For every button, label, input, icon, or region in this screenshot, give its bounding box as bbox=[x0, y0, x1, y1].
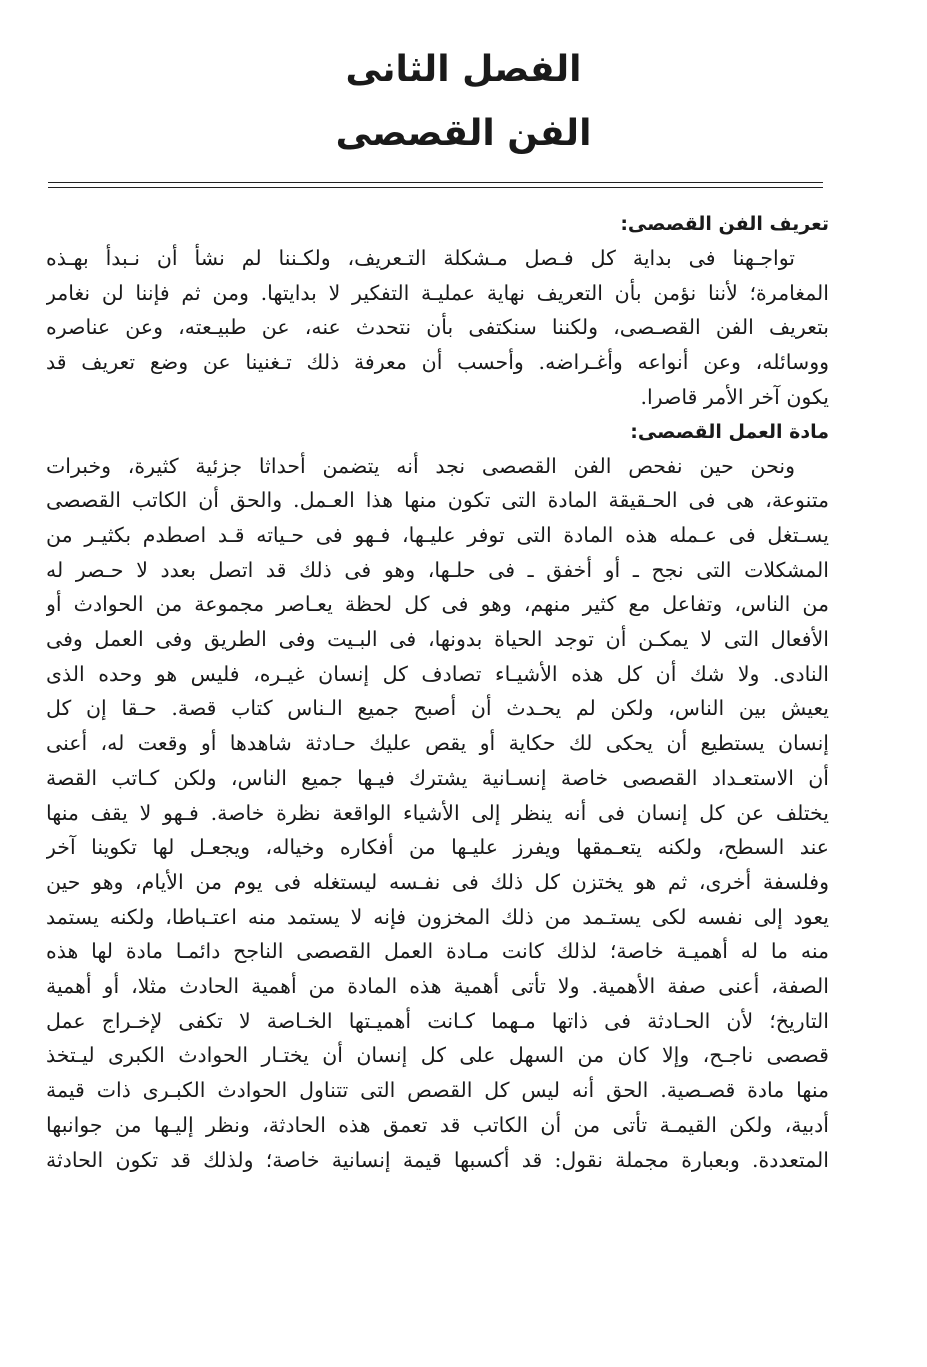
text-line: يختلف عن كل إنسان فى أنه ينظر إلى الأشياء الواقعة نظرة خاصة. فـهو لا يقف منها bbox=[46, 800, 829, 825]
header-divider-bottom bbox=[48, 187, 823, 188]
body-text bbox=[46, 207, 829, 1177]
text-line: المتعددة. وبعبارة مجملة نقول: قد أكسبها قيمة إنسانية خاصة؛ ولذلك قد تكون الحادثة bbox=[46, 1147, 829, 1172]
text-line: أدبية، ولكن القيمـة تأتى من أن الكاتب قد تعمق هذه الحادثة، ونظر إليـها من جوانبها bbox=[46, 1112, 829, 1137]
text-line: الصفة، أعنى صفة الأهمية. ولا تأتى أهمية هذه المادة من أهمية الحادث مثلا، أو أهمية bbox=[46, 974, 829, 999]
text-line: المغامرة؛ لأننا نؤمن بأن التعريف نهاية عمليـة التفكير لا بدايتها. ومن ثم فإننا لن نغامر bbox=[46, 280, 829, 305]
text-line: ونحن حين نفحص الفن القصصى نجد أنه يتضمن أحداثا جزئية كثيرة، وخبرات bbox=[46, 453, 795, 478]
text-line: النادى. ولا شك أن كل هذه الأشيـاء تصادف كل إنسان غيـره، فليس هو وحده الذى bbox=[46, 661, 829, 686]
text-line: من الناس، وتفاعل مع كثير منهم، وهو فى كل لحظة يعـاصر مجموعة من الحوادث أو bbox=[46, 592, 829, 617]
paragraph-material bbox=[46, 449, 829, 1178]
section-heading-material: مادة العمل القصصى: bbox=[630, 420, 829, 443]
chapter-number: الفصل الثانى bbox=[345, 49, 582, 90]
paragraph-definition bbox=[46, 241, 829, 415]
text-line: التاريخ؛ لأن الحـادثة فى ذاتها مـهما كـانت أهميـتها الخـاصة لا تكفى لإخـراج عمل bbox=[46, 1008, 829, 1033]
text-line: تواجـهنا فى بداية كل فـصل مـشكلة التـعريف، ولكـننا لم نشأ أن نـبدأ بهـذه bbox=[46, 246, 795, 270]
text-line: إنسان يستطيع أن يحكى لك حكاية أو يقص عليك حـادثة شاهدها أو وقعت له، أعنى bbox=[46, 731, 829, 756]
text-line: يعيش بين الناس، ولكن لم يحـدث أن أصبح جميع الـناس كتاب قصة. حـقا إن كل bbox=[46, 696, 829, 721]
text-line: يسـتغل فى عـمله هذه المادة التى توفر عليـها، فـهو فى حـياته قـد اصطدم بكثيـر من bbox=[46, 522, 829, 547]
text-line: منها مادة قصـصية. الحق أنه ليس كل القصص التى تتناول الحوادث الكبـرى ذات قيمة bbox=[46, 1078, 829, 1103]
chapter-title: الفن القصصى bbox=[335, 113, 592, 154]
text-line: عند السطح، ولكنه يتعـمقها ويفرز عليـها من أفكاره وخياله، ويجعـل لها تكوينا آخر bbox=[46, 835, 829, 860]
text-line: متنوعة، هى فى الحـقيقة المادة التى تكون منها هذا العـمل. والحق أن الكاتب القصصى bbox=[46, 488, 829, 513]
text-line: يعود إلى نفسه لكى يستـمد من ذلك المخزون فإنه لا يستمد منه اعتـباطا، ولكنه يستمد bbox=[46, 904, 829, 929]
text-line: ووسائله، وعن أنواعه وأغـراضه. وأحسب أن معرفة ذلك تـغنينا عن وضع تعريف قد bbox=[46, 350, 829, 375]
section-heading-definition: تعريف الفن القصصى: bbox=[620, 213, 829, 235]
text-line: أن الاستعـداد القصصى خاصة إنسـانية يشترك فيـها جميع الناس، ولكن كـاتب القصة bbox=[46, 765, 829, 790]
text-line: الأفعال التى لا يمكـن أن توجد الحياة بدونها، فى البـيت وفى الطريق وفى العمل وفى bbox=[46, 627, 829, 652]
text-line: قصصى ناجـح، وإلا كان من السهل على كل إنسان أن يختـار الحوادث الكبرى ليـتخذ bbox=[46, 1043, 829, 1068]
text-line: منه ما له أهميـة خاصة؛ لذلك كانت مـادة العمل القصصى الناجح دائمـا مادة لها هذه bbox=[46, 939, 829, 964]
text-line: بتعريف الفن القصـصى، ولكننا سنكتفى بأن نتحدث عنه، عن طبيـعته، وعن عناصره bbox=[46, 315, 829, 340]
text-line: وفلسفة أخرى، ثم هو يختزن كل ذلك فى نفـسه ليستغله فى يوم من الأيام، وهو حين bbox=[46, 869, 829, 894]
header-divider-top bbox=[48, 182, 823, 183]
text-line: يكون آخر الأمر قاصرا. bbox=[640, 384, 829, 409]
text-line: المشكلات التى نجح ـ أو أخفق ـ فى حلـها، وهو فى ذلك قد اتصل بعدد لا حـصر له bbox=[46, 557, 829, 582]
